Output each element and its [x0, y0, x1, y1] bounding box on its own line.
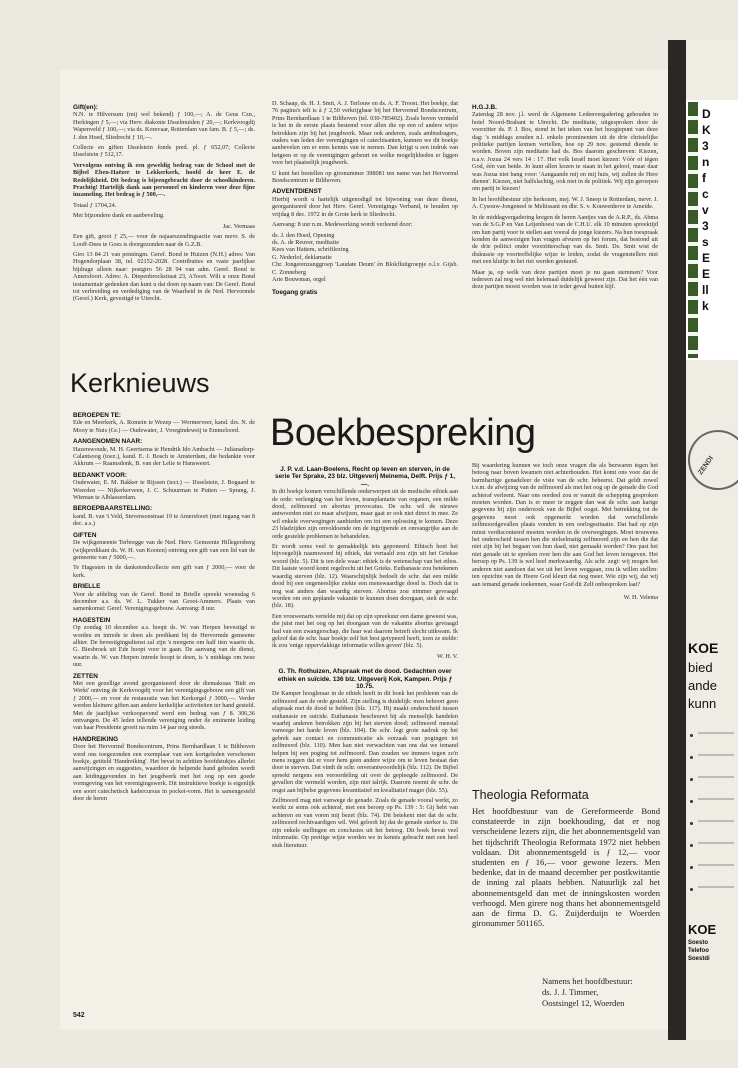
kn-heading: AANGENOMEN NAAR: — [73, 438, 143, 446]
adventdienst-line: G. Nederlof, deklamatie — [272, 253, 332, 261]
adventdienst-line: Chr. Jongerenzanggroep 'Laudate Deum' én Blokfluitgroepje o.l.v. Gijsb. C. Zonneberg — [272, 261, 458, 276]
adventdienst-heading: ADVENTDIENST — [272, 188, 322, 196]
review-1-heading: J. P. v.d. Laan-Boelens, Recht op leven en sterven, in de serie Ter Sprake, 23 blz. Uitgeverij Meinema, Delft. Prijs ƒ 1,—. — [275, 466, 455, 488]
book-gutter — [668, 40, 686, 1040]
advert-letter: 3 — [702, 219, 709, 233]
review-2-signature: W. H. Velema — [623, 593, 658, 601]
kn-text: Oudewater, E. M. Bakker te Rijssen (tect.) — IJsselstein, J. Bogaard te Woerden — Nijkerkerveen, J. C. Schuurman te Putten — Sprang, J. Wieman te Alblasserdam. — [73, 479, 255, 502]
kn-text: kand. B. van 't Veld, Stevensonstraat 19 te Amersfoort (met ingang van 8 dec. a.s.) — [73, 512, 255, 528]
list-item — [690, 774, 736, 796]
review-2-text: Zelfmoord mag niet vanwege de genade. Zoals de genade vooral werkt, zo werkt ze soms ook achteraf, met een beroep op Ps. 139 : 5: Gij hebt van achteren en van voren mij bezet (blz. 74). Dit betekent niet dat de schr. zelfmoord rechtvaardigen wil. Wel gelooft hij dat de genade sterker is. Dit zijn enkele stellingen en conclusies uit het betoog. Dit boek bevat veel informatie. Op prettige wijze worden we in kennis gebracht met een heel stuk literatuur. — [272, 797, 458, 849]
adjacent-text: ande — [688, 678, 717, 693]
adjacent-heading: KOE — [688, 922, 717, 937]
advert-decorative-border — [688, 102, 698, 358]
theologia-sig-3: Oostsingel 12, Woerden — [542, 998, 625, 1008]
review-1-signature: W. H. V. — [436, 652, 458, 660]
giften-thanks: Met bijzondere dank en aanbeveling. — [73, 212, 165, 220]
advert-letter: v — [702, 203, 709, 217]
list-item — [690, 840, 736, 862]
adjacent-heading: KOE — [688, 640, 719, 656]
list-item — [690, 796, 736, 818]
review-column-2 — [472, 462, 658, 777]
giften-column — [73, 100, 255, 350]
adjacent-text: kunn — [688, 696, 717, 711]
review-1-text: In dit boekje komen verschillende onderwerpen uit de medische ethiek aan de orde: verlenging van het leven, transplantatie van organen, een milde dood, zelfmoord en abortus provocatus. De schr. wil de nieuwe antwoorden niet zo maar afwijzen, maar gaat er ook niet direct in mee. Ze wil enkele overwegingen aanbieden om tot een oplossing te komen. Deze 23 bladzijden zijn onvoldoende om de ingrijpende en omvangrijke aan de orde gestelde problemen te behandelen. — [272, 488, 458, 540]
kn-text: De wijkgemeente Terbregge van de Ned. Herv. Gemeente Hillegersberg (wijkpredikant ds. W. H. van Kooten) ontving een gift van een lid van de gemeente van ƒ 5000,—. — [73, 539, 255, 561]
kerknieuws-column — [73, 408, 255, 1004]
advert-letter: s — [702, 235, 709, 249]
review-2-text: De Kamper hoogleraar in de ethiek heeft in dit boek het probleem van de zelfmoord aan de orde gesteld. Zijn stelling is duidelijk: men behoort geen afspraak met de dood te hebben (blz. 117). Hij maakt onderscheid tussen euthanasie en suïcide. Euthanasie beschouwt hij als menselijk handelen waarbij anderen betrokken zijn bij het sterven dood; zelfmoord meestal vanwege het harde leven (blz. 104). De schr. legt grote nadruk op het gebrek aan contact en communicatie als oorzaak van pogingen tot zelfmoord (blz. 110). Men kan niet verwachten van ons dat we iemand helpen bij een poging tot zelfmoord. Dan zouden we immers tegen zo'n mens zeggen dat er voor hem geen andere wijze om te leven bestaat dan door te sterven. Dat vindt de schr. onverantwoordelijk (blz. 112). De Bijbel spreekt nergens een veroordeling uit over de gepleegde zelfmoord. De gevallen die vermeld worden, zijn niet talrijk. Daarom noemt de schr. de oogst aan bijbelse gegevens kwantitatief en kwalitatief mager (blz. 55). — [272, 690, 458, 794]
adjacent-page — [686, 40, 738, 1040]
advert-letter: E — [702, 251, 711, 265]
handreiking-cont: D. Schaap, ds. H. J. Smit, A. J. Terlouw en ds. A. F. Troost. Het boekje, dat 76 pagina's telt is à ƒ 2,50 verkrijgbaar bij het Hervormd Bondscentrum, Prins Bernhardlaan 1 te Bilthoven (tel. 030-785402). Zoals boven vermeld is het in de eerste plaats bestemd voor allen die op een of andere wijze betrokken zijn bij het jeugdwerk. Maar ook anderen, zoals ambtsdragers, ouders van leden der verenigingen of catechisanten, kunnen we dit boekje aanbevelen om er eens kennis van te nemen. Dan krijgt u een indruk van hetgeen er op de verenigingen gebeurt en welke mogelijkheden er liggen voor het plaatselijk jeugdwerk. — [272, 100, 458, 167]
adventdienst-start: Aanvang: 8 uur n.m. Medewerking wordt verleend door: — [272, 221, 413, 229]
advert-letter: c — [702, 187, 709, 201]
hgjb-meeting: In de middagvergadering kregen de heren Aantjes van de A.R.P., ds. Abma van de S.G.P en Van Leijenhoest van de C.H.U. elk 10 minuten spreektijd om hun partij voor te stellen aan vooral de jonge kiezers. Na hun toespraak konden de aanwezigen hun vragen afvuren op het forum, dat bestond uit de drie politici onder voorzitterschap van ds. Smit. Ds. Smit wist de diskussie op voortreffelijke wijze te leiden, zodat de vragenstellers niet met een kluitje in het riet werden gestuurd. — [472, 213, 658, 266]
advert-letter: n — [702, 155, 710, 169]
giften-heading: Gift(en): — [73, 104, 98, 111]
advert-letter: D — [702, 107, 711, 121]
boekbespreking-title: Boekbespreking — [270, 412, 536, 454]
hgjb-closing: Maar ja, op welk van deze partijen moet je nu gaan stemmen? Voor iedereen zal nog wel niet helemaal duidelijk geweest zijn. Dat het één van deze partijen moest worden was in ieder geval buiten kijf. — [472, 268, 658, 291]
review-1-text: Er wordt soms veel te gemakkelijk iets geponeerd. Ethisch hoet het bijvoegelijk naamwoord bij ethiek, dat vertaald zou zijn uit het Griekse woord (blz. 5). Dit is ten dele waar: ethiek is de wetenschap van het ethos. Dit laatste woord komt regelrecht uit het Grieks. Euthanasie zou betekenen waardig sterven (blz. 12). Waarschijnlijk bedoelt de schr. dat een milde dood bij een ongeneeslijke ziekte een menswaardige dood is. Doch dat is nog wat anders dan waardig sterven. Abortus zou nimmer gevraagd worden om een geplande vakantie te kunnen doen doorgaan, stelt de schr. (blz. 18). — [272, 543, 458, 610]
hgjb-column — [472, 100, 658, 400]
kn-text: Ede en Meerkerk, A. Romein te Wezep — Wormerveer, kand. drs. N. de Mooy te Nuis (Gr.) — Oudewater, J. Vroegindeweij te Emmeloord. — [73, 419, 255, 434]
kn-text: Te Hagesten in de dankstondcollecte een gift van ƒ 2000,— voor de kerk. — [73, 564, 255, 579]
adjacent-text: bied — [688, 660, 713, 675]
adventdienst-line: ds. J. den Hoed, Opening — [272, 231, 335, 239]
advert-letters — [702, 106, 736, 314]
page-number: 542 — [73, 1012, 85, 1019]
adjacent-address: Soestdi — [688, 956, 710, 962]
adventdienst-line: ds. A. de Reuver, meditatie — [272, 238, 339, 246]
theologia-sig-2: ds. J. J. Timmer, — [542, 987, 599, 997]
giften-collecte: Collecte en giften IJsselstein fonds pred. pl. ƒ 652,07; Collecte IJsselstein ƒ 512,17. — [73, 144, 255, 159]
list-item — [690, 884, 736, 906]
hgjb-board: In het hoofdbestuur zijn herkozen, mej. W. J. Sneep te Rotterdam, mevr. J. A. Cysouw-Jongeneel te Meliissant en dhr. S. v. Kouwenhove te Ameide. — [472, 195, 658, 211]
zending-stamp: ZENDI — [686, 418, 738, 502]
advert-letter: K — [702, 123, 711, 137]
handreiking-order: U kunt het bestellen op gironummer 398081 ten name van het Hervormd Bondscentrum te Bilthoven. — [272, 169, 458, 185]
giften-text: N.N. te Hilversum (mij wel bekend) ƒ 100,—; A. de Geus Czn., Herkingen ƒ 5,—; via Herv. diakonie IJsselmuiden ƒ 20,—; Kerkvoogdij Wapenveld ƒ 100,—; via ds. Korevaar, Rotterdam van fam. B. ƒ 5,—; ds. J. den Hoed, Sliedrecht ƒ 10,—. — [73, 111, 255, 141]
adjacent-address: Telefoo — [688, 948, 709, 954]
adventdienst-line: Arie Bouwman, orgel — [272, 275, 326, 283]
giften-gzb: Een gift, groot ƒ 25,— voor de najaarszendingsactie van mevr. S. de Looff-Dees te Goes is doorgezonden naar de G.Z.B. — [73, 233, 255, 248]
hgjb-heading: H.G.J.B. — [472, 104, 497, 111]
kn-heading: BEROEPEN TE: — [73, 412, 121, 419]
theologia-body: Het hoofdbestuur van de Gereformeerde Bond constateerde in zijn boekhouding, dat er nog verscheidene lezers zijn, die het abonnementsgeld van het tijdschrift Theologia Reformata 1972 niet hebben voldaan. Dit abonnementsgeld is ƒ 12,— voor studenten en ƒ 16,— voor gewone lezers. Men bedenke, dat in de maand december per postkwitantie de inning zal plaats hebben. Natuurlijk zal het abonnementsgeld dan met de inningskosten worden verhoogd. Men girere nog thans het abonnementsgeld aan de firma D. G. Zuijderduijn te Woerden gironummer 501165. — [472, 806, 660, 929]
kn-heading: BRIELLE — [73, 583, 101, 591]
giften-school: Vervolgens ontving ik een geweldig bedrag van de School met de Bijbel Eben-Haëzer te Lekkerkerk, hoofd de heer E. de Redelijkheid. Dit bedrag is bijeengebracht door de schoolkinderen. Prachtig! Hartelijk dank aan personeel en kinderen voor deze fijne inzameling. Het bedrag is ƒ 500,—. — [73, 161, 255, 199]
kn-heading: HANDREIKING — [73, 735, 119, 743]
giften-signature: Jac. Vermaas — [222, 222, 255, 230]
magazine-page — [60, 70, 668, 1030]
advert-letter: E — [702, 267, 711, 281]
adventdienst-text: Hierbij wordt u hartelijk uitgenodigd tot bijwoning van deze dienst, georganiseerd door het Herv. Geref. Verenigings Verband, te houden op vrijdag 8 dec. 1972 in de Grote kerk te Sliedrecht. — [272, 195, 458, 218]
kn-text: Op zondag 10 december a.s. hoopt ds. W. van Herpen bevestigd te worden en intrede te doen als predikant bij de Hervormde gemeente alhier. De bevestigingsdienst zal zijn 's morgens om half tien waarin ds. G. Biesbroek uit Ede hoopt voor te gaan. De aanvang van de dienst, waarin ds. W. van Herpen intrede hoopt te doen, is 's middags om twee uur. — [73, 624, 255, 669]
adjacent-bullet-list — [690, 730, 736, 906]
adventdienst-free: Toegang gratis — [272, 289, 318, 297]
advert-letter: f — [702, 171, 706, 185]
kn-heading: HAGESTEIN — [73, 616, 111, 624]
kn-heading: BEROEPBAARSTELLING: — [73, 505, 153, 513]
list-item — [690, 752, 736, 774]
giften-total: Totaal ƒ 1704,24. — [73, 201, 117, 209]
kn-heading: GIFTEN — [73, 531, 97, 539]
kerknieuws-title: Kerknieuws — [70, 368, 210, 398]
list-item — [690, 730, 736, 752]
theologia-title: Theologia Reformata — [472, 788, 589, 802]
theologia-sig-1: Namens het hoofdbestuur: — [542, 976, 633, 986]
review-2-text: Bij waardering kunnen we toch onze vragen die als bezwaren tegen het betoog naar boven kwamen niet achterhouden. Het komt ons voor dat de barmhartige genadeleer de visie van de schr. beheerst. Dat geldt zowel t.v.m. de afwijzing van de zelfmoord als met het oog op de genade die God achteraf verleent. Naar ons oordeel zou er vanuit de schepping gesproken moeten worden. Dan is er meer te zeggen dan wat de schr. aan karige gegevens bij zijn onderzoek van de Bijbel oogst. Met betrekking tot de gegevens moet ook opgemerkt worden dat verschillende zelfmoordgevallen plaats vonden in een oorlogssituatie. Dat had op zijn minst verdisconteerd moeten worden in de overwegingen. Moet trouwens het onderscheid tussen hen die stelselmatig zelfmoord zijn en hen die dat niet zijn bij het begaan van hun daad, niet gemaakt worden? Ons past het niet genade uit te spreken over hen die aan God het leven terugeven. Het beroep op Ps. 139 is wel heel merkwaardig. Als schr. zegt: wij mogen het anderen niet aandoen dat we uit het leven weggaan, zou ik willen stellen: ten opzichte van de Heere God kleurt dat nog meer. Wie zijn wij, dat wij aan iemand genade toekennen, waar God dit Zelf onbesproken laat? — [472, 462, 658, 588]
kn-text: Hazerswoude, M. H. Geertsema te Hendrik Ido Ambacht — Julianadorp-Calantsoog (toez.), kand. E. J. Bosch te Amsterdam, die bedankte voor Akkrum — Raamsdonk, B. van der Lelie te Hansweert. — [73, 445, 255, 468]
kn-text: Door het Hervormd Bondscentrum, Prins Bernhardlaan 1 te Bilthoven werd ons toegezonden een exemplaar van een kortgeleden verschenen boekje, getiteld 'Handreiking'. Het bevat in achttien hoofdstukjes allerlei aanwijzingen en suggesties, waardoor de helpende hand geboden wordt aan leidinggevenden in het jeugdwerk met het oog op een goede vormgeving van het verenigingswerk. Dit instruktieve boekje is eigenlijk een soort catechetisch kadercursus in pocket-vorm. Het is samengesteld door de heren — [73, 743, 255, 803]
kn-heading: BEDANKT VOOR: — [73, 471, 127, 479]
advert-letter: ll — [702, 283, 709, 297]
list-item — [690, 818, 736, 840]
adventdienst-line: Kees van Hattem, schriftlezing — [272, 246, 349, 254]
handreiking-cont-column — [272, 100, 458, 370]
advert-letter: 3 — [702, 139, 709, 153]
hgjb-text: Zaterdag 28 nov. j.l. werd de Algemene Ledenvergadering gehouden in hotel Noord-Brabant te Utrecht. De meditatie, uitgesproken door de voorzitter ds. P. J. Bos, stond in het teken van het hoogtepunt van deze dag: 's middags zouden n.l. enkele prominenten uit de drie christelijke politieke partijen komen vertellen, hoe op 29 nov. gestemd diende te worden. Boven zijn meditatie had ds. Bos daarom geschreven: Kiezen, n.a.v. Jozua 24 vers 14 : 17. Het volk Israël moet kiezen: Vóór of tégen God, één van beide. Jo kunt allen kozen te staan in het geloof, maar daar was Jozua niet bang voor: 'Aangaande mij en mij huis, wij zullen de Here dienen'. Kiezen, niet halfslachtig, ook niet in de politiek. Wij zijn geroepen om partij te kiezen! — [472, 111, 658, 193]
review-1-text: Een vrouwenarts vertelde mij dat op zijn spreekuur een dame geweest was, die juist met het oog op het doorgaan van de vakantie abortus gevraagd had van een zwangerschap, die haar wat daarom betreft slecht uitkwam. Ik geloof dat de schr. haar boekje zelf het best getypeerd heeft, toen ze stelde: ik zou 'enige oppervlakkige informatie willen geven' (blz. 5). — [272, 612, 458, 650]
advert-letter: k — [702, 299, 709, 313]
kn-heading: ZETTEN — [73, 672, 98, 680]
review-column-1 — [272, 462, 458, 1022]
kn-text: Met een gezellige avond georganiseerd door de diemakraas 'Bidt en Werkt' ontving de Kerkvoogdij voor het verenigingsgebouw een gift van ƒ 2000,— en voor de restauratie van het Kerkorgel ƒ 3000,—. Verder werden kleinere giften aan andere kerkelijke activiteiten ter hand gesteld. Met de jaarlijkse verkoopavond werd een bedrag van ƒ 8. 306,36 ontvangen. De 45 leden tellende vereniging onder de eminente leiding van haar Presidente groeit na ruim 14 jaar nog steeds. — [73, 680, 255, 732]
list-item — [690, 862, 736, 884]
giro-info: Giro 13 84 21 van penningm. Geref. Bond te Huizen (N.H.) adres: Van Hogendorplaan 38, tel. 02152-2028. Contributies en vaste jaarlijkse bijdrage alleen naar: postgiro 56 28 94 van adm. Geref. Bond te Amersfoort. Adres: A. Diepenbrockstraat 23, A'foort. Wilt u onze Bond testamentair gedenken dan kunt u dat doen op naam van: De Geref. Bond tot verbreiding en verdediging van de Waarheid in de Ned. Hervormde (Geref.) Kerk, gevestigd te Utrecht. — [73, 250, 255, 303]
adjacent-address: Soesto — [688, 940, 709, 946]
kn-text: Voor de afdeling van de Geref. Bond in Brielle spreekt woensdag 6 december a.s. ds. W. L. Tukker van Groot-Ammers. Plaats van samenkomst: Geref. Verenigingsgebouw. Aanvang: 8 uur. — [73, 590, 255, 613]
review-2-heading: G. Th. Rothuizen, Afspraak met de dood. Gedachten over ethiek en suïcide. 136 blz. Uitgeverij Kok, Kampen. Prijs ƒ 10.75. — [277, 668, 453, 690]
